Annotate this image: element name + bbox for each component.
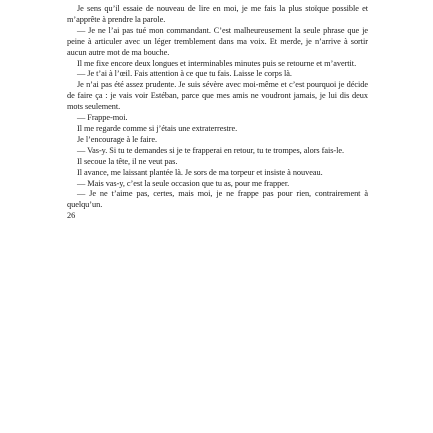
paragraph-6: — Frappe-moi. bbox=[77, 113, 128, 123]
paragraph-5: Je n’ai pas été assez prudente. Je suis sévère avec moi-même et c’est pourquoi je décide de faire ça : je vais voir Estéban, parce que mes amis ne voudront jamais, je lui dis deux mots seulement. bbox=[67, 80, 368, 112]
paragraph-13: — Je ne t’aime pas, certes, mais moi, je ne frappe pas pour rien, contrairement à quelqu’un. bbox=[67, 189, 368, 210]
paragraph-4: — Je t’ai à l’œil. Fais attention à ce que tu fais. Laisse le corps là. bbox=[77, 69, 292, 79]
paragraph-3: Il me fixe encore deux longues et interminables minutes puis se retourne et m’avertit. bbox=[77, 58, 357, 68]
paragraph-9: — Vas-y. Si tu te demandes si je te frapperai en retour, tu te trompes, alors fais-le. bbox=[77, 145, 345, 155]
paragraph-1: Je sens qu’il essaie de nouveau de lire en moi, je me fais la plus stoïque possible et m’apprête à prendre la parole. bbox=[67, 4, 368, 24]
paragraph-11: Il avance, me laissant plantée là. Je sors de ma torpeur et insiste à nouveau. bbox=[77, 167, 323, 177]
paragraph-2: — Je ne l’ai pas tué mon commandant. C’est malheureusement la seule phrase que je peine à articuler avec un léger tremblement dans ma voix. Et merde, je n’arrive à sortir aucun autre mot de ma bouche. bbox=[67, 25, 368, 57]
paragraph-8: Je l’encourage à le faire. bbox=[77, 134, 158, 144]
page-number: 26 bbox=[67, 211, 76, 221]
paragraph-7: Il me regarde comme si j’étais une extraterrestre. bbox=[77, 123, 238, 133]
book-page bbox=[67, 4, 368, 429]
paragraph-10: Il secoue la tête, il ne veut pas. bbox=[77, 156, 178, 166]
paragraph-12: — Mais vas-y, c’est la seule occasion que tu as, pour me frapper. bbox=[77, 178, 290, 188]
